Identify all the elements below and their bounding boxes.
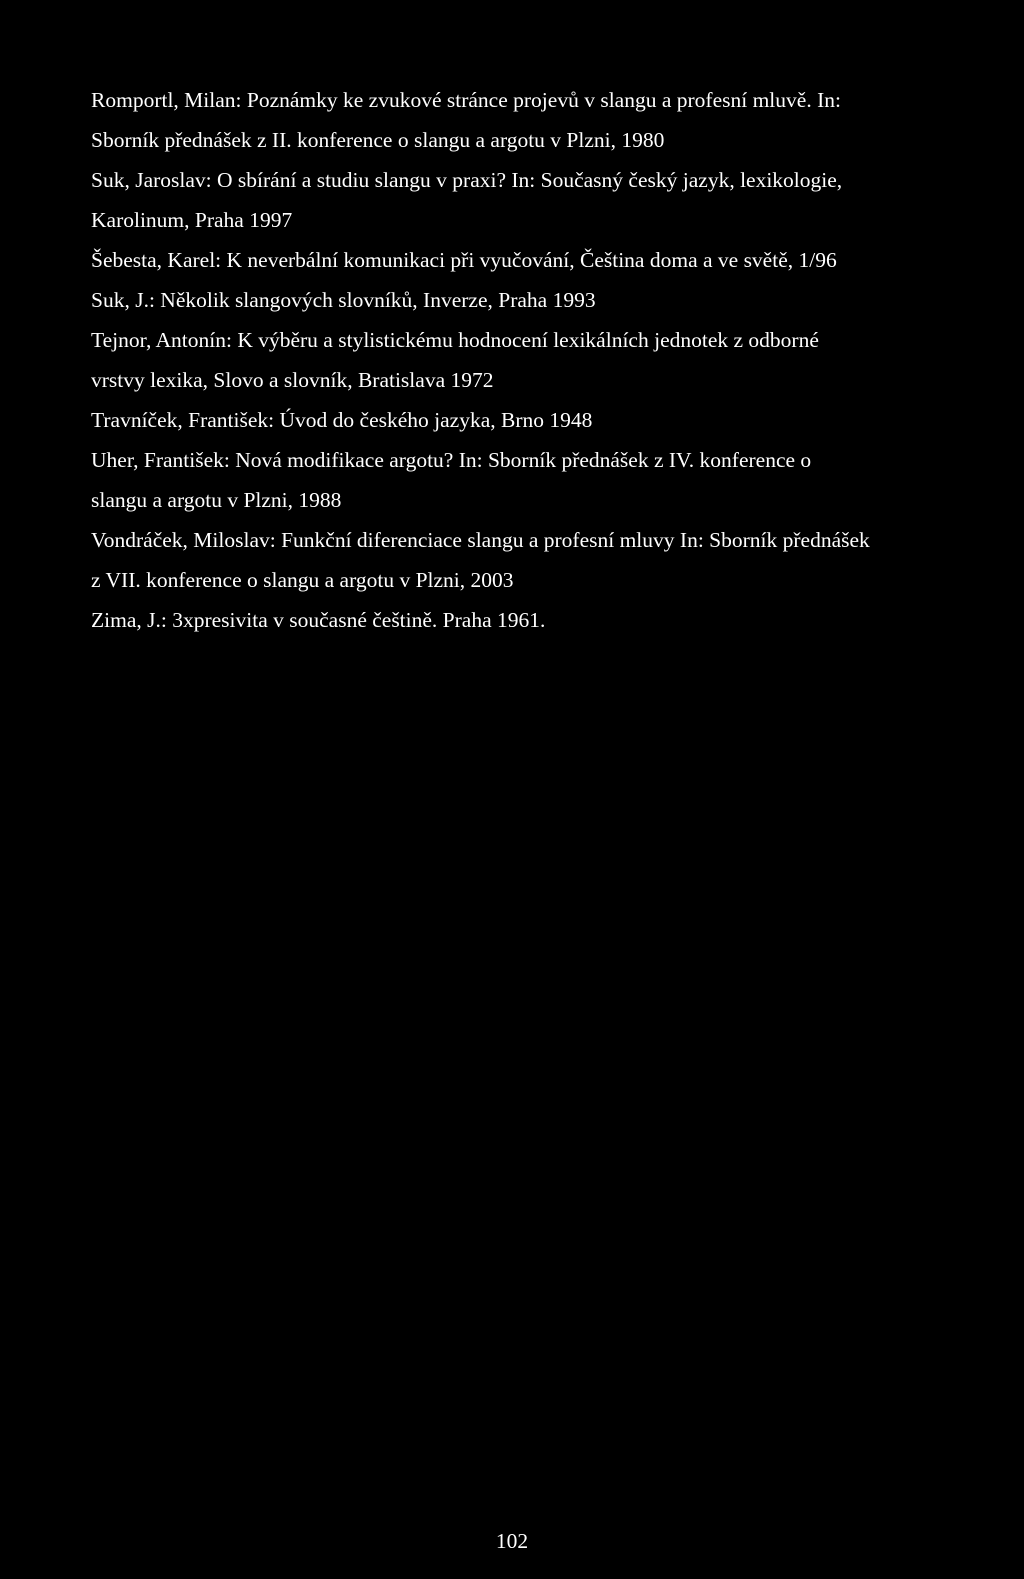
bibliography-line: Uher, František: Nová modifikace argotu? In: Sborník přednášek z IV. konference o [91, 448, 812, 472]
bibliography-line: Romportl, Milan: Poznámky ke zvukové stránce projevů v slangu a profesní mluvě. In: [91, 88, 841, 112]
bibliography-line: Suk, J.: Několik slangových slovníků, Inverze, Praha 1993 [91, 288, 596, 312]
bibliography-line: Vondráček, Miloslav: Funkční diferenciace slangu a profesní mluvy In: Sborník přednášek [91, 528, 870, 552]
bibliography-line: Suk, Jaroslav: O sbírání a studiu slangu v praxi? In: Současný český jazyk, lexikologie, [91, 168, 843, 192]
bibliography-line: Karolinum, Praha 1997 [91, 208, 293, 232]
bibliography-line: Travníček, František: Úvod do českého jazyka, Brno 1948 [91, 408, 593, 432]
bibliography-line: z VII. konference o slangu a argotu v Plzni, 2003 [91, 568, 514, 592]
bibliography-line: Zima, J.: 3xpresivita v současné češtině. Praha 1961. [91, 608, 546, 632]
bibliography-line: Sborník přednášek z II. konference o slangu a argotu v Plzni, 1980 [91, 128, 665, 152]
page-number: 102 [495, 1529, 529, 1553]
bibliography-line: vrstvy lexika, Slovo a slovník, Bratislava 1972 [91, 368, 494, 392]
bibliography-line: slangu a argotu v Plzni, 1988 [91, 488, 342, 512]
bibliography-list [91, 80, 971, 640]
bibliography-line: Tejnor, Antonín: K výběru a stylistickému hodnocení lexikálních jednotek z odborné [91, 328, 819, 352]
bibliography-line: Šebesta, Karel: K neverbální komunikaci při vyučování, Čeština doma a ve světě, 1/96 [91, 248, 837, 272]
